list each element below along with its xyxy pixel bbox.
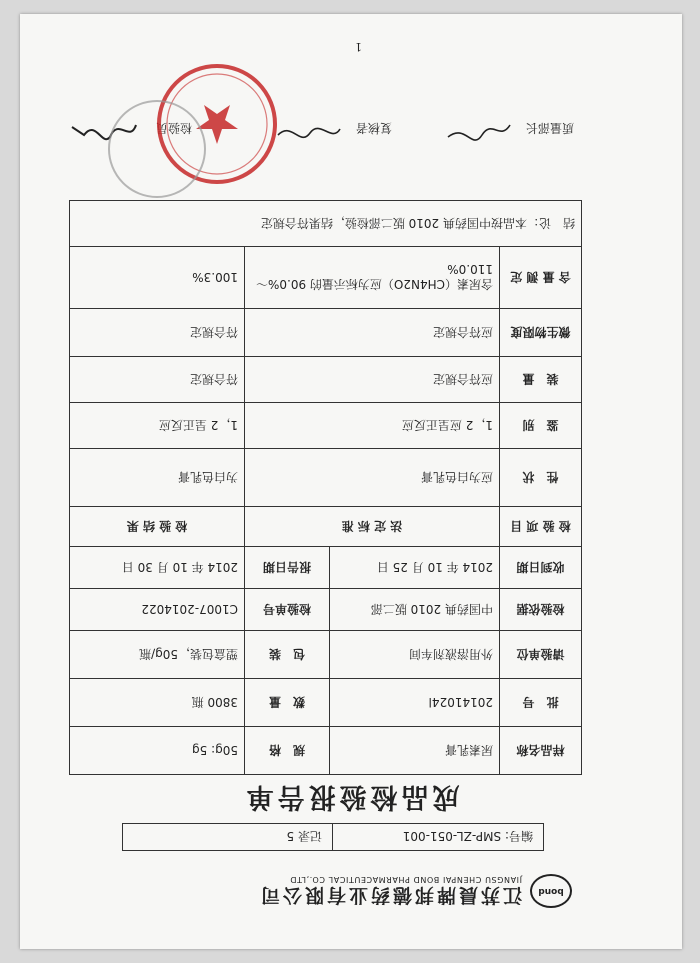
item-result: 为白色乳膏	[70, 449, 245, 507]
item-result: 100.3%	[70, 247, 245, 309]
table-row	[70, 403, 582, 449]
quantity-value: 3800 瓶	[70, 679, 245, 727]
table-row	[70, 547, 582, 589]
item-standard: 应符合规定	[245, 357, 500, 403]
table-row	[70, 589, 582, 631]
item-standard: 含尿素（CH4N2O）应为标示量的 90.0%～110.0%	[245, 247, 500, 309]
batch-value: 20141024l	[330, 679, 500, 727]
qa-seal-stamp	[102, 94, 212, 204]
conclusion: 结 论：本品按中国药典 2010 版二部检验，结果符合规定	[70, 201, 582, 247]
item-standard: 应符合规定	[245, 309, 500, 357]
table-row	[70, 727, 582, 775]
spec-label: 规 格	[245, 727, 330, 775]
table-row	[70, 247, 582, 309]
reviewer-signature	[274, 117, 344, 145]
basis-label: 检验依据	[500, 589, 582, 631]
document-code-box	[122, 823, 544, 851]
qa-manager-signature	[444, 117, 514, 145]
inspection-report-table	[69, 200, 582, 775]
report-no-value: C1007-2014022	[70, 589, 245, 631]
company-name-cn: 江苏晨牌邦德药业有限公司	[257, 884, 522, 907]
item-name: 装 量	[500, 357, 582, 403]
item-standard: 应为白色乳膏	[245, 449, 500, 507]
record-number: 记录 5	[286, 829, 322, 844]
item-name: 含 量 测 定	[500, 247, 582, 309]
item-name: 性 状	[500, 449, 582, 507]
item-result: 1，2 呈正反应	[70, 403, 245, 449]
item-name: 微生物限度	[500, 309, 582, 357]
company-header	[258, 874, 572, 908]
quantity-label: 数 量	[245, 679, 330, 727]
received-date: 2014 年 10 月 25 日	[330, 547, 500, 589]
page-number: 1	[355, 40, 362, 53]
table-row	[70, 357, 582, 403]
batch-label: 批 号	[500, 679, 582, 727]
table-row	[70, 449, 582, 507]
sample-name: 尿素乳膏	[330, 727, 500, 775]
item-header: 检 验 项 目	[500, 507, 582, 547]
standard-header: 法 定 标 准	[245, 507, 500, 547]
item-result: 符合规定	[70, 309, 245, 357]
unit-value: 外用溶液剂车间	[330, 631, 500, 679]
report-date-label: 报告日期	[245, 547, 330, 589]
table-row	[70, 631, 582, 679]
reviewer-label: 复核者	[355, 121, 392, 135]
sample-name-label: 样品名称	[500, 727, 582, 775]
item-result: 符合规定	[70, 357, 245, 403]
spec-value: 50g: 5g	[70, 727, 245, 775]
table-row	[70, 309, 582, 357]
table-row	[70, 679, 582, 727]
item-standard: 1，2 应呈正反应	[245, 403, 500, 449]
qa-manager-label: 质量部长	[525, 121, 574, 135]
received-date-label: 收到日期	[500, 547, 582, 589]
document-code: 编号: SMP-ZL-051-001	[332, 824, 543, 850]
conclusion-row	[70, 201, 582, 247]
company-logo: bond	[530, 874, 572, 908]
unit-label: 请验单位	[500, 631, 582, 679]
company-name-en: JIANGSU CHENPAI BOND PHARMACEUTICAL CO.,LTD	[289, 875, 522, 885]
paper-sheet	[20, 14, 682, 949]
result-header: 检 验 结 果	[70, 507, 245, 547]
item-name: 鉴 别	[500, 403, 582, 449]
inspector-label: 检验员	[155, 121, 192, 135]
package-label: 包 装	[245, 631, 330, 679]
table-header-row	[70, 507, 582, 547]
package-value: 塑盒包装，50g/瓶	[70, 631, 245, 679]
report-no-label: 检验单号	[245, 589, 330, 631]
report-title: 成品检验报告单	[242, 781, 460, 812]
basis-value: 中国药典 2010 版二部	[330, 589, 500, 631]
report-date: 2014 年 10 月 30 日	[70, 547, 245, 589]
